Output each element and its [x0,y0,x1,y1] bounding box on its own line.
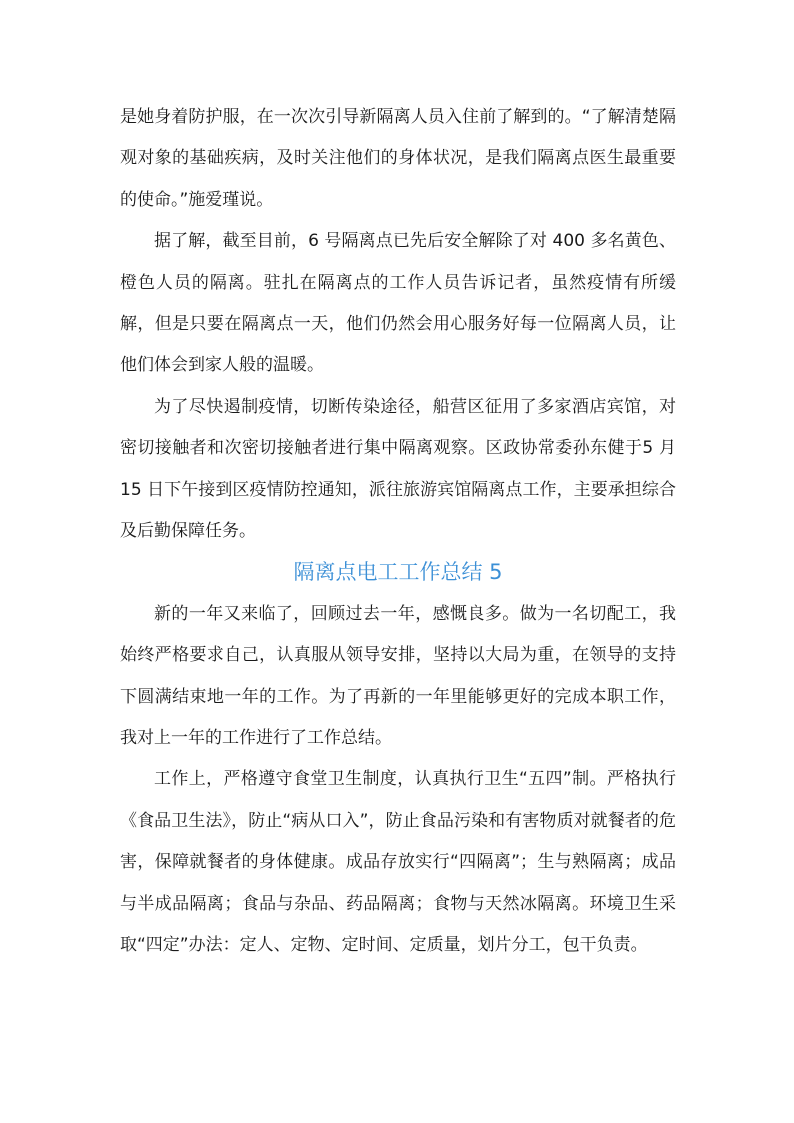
paragraph-continuation: 是她身着防护服，在一次次引导新隔离人员入住前了解到的。“了解清楚隔观对象的基础疾病，及时关注他们的身体状况，是我们隔离点医生最重要的使命。”施爱瑾说。 [120,107,676,210]
paragraph-release-stats: 据了解，截至目前，6 号隔离点已先后安全解除了对 400 多名黄色、橙色人员的隔离。驻扎在隔离点的工作人员告诉记者，虽然疫情有所缓解，但是只要在隔离点一天，他们仍然会用心服务好每一位隔离人员，让他们体会到家人般的温暖。 [120,231,676,376]
paragraph-year-review: 新的一年又来临了，回顾过去一年，感慨良多。做为一名切配工，我始终严格要求自己，认真服从领导安排，坚持以大局为重，在领导的支持下圆满结束地一年的工作。为了再新的一年里能够更好的完成本职工作，我对上一年的工作进行了工作总结。 [120,603,676,749]
paragraph-hygiene-rules: 工作上，严格遵守食堂卫生制度，认真执行卫生“五四”制。严格执行《食品卫生法》，防止“病从口入”，防止食品污染和有害物质对就餐者的危害，保障就餐者的身体健康。成品存放实行“四隔离”；生与熟隔离；成品与半成品隔离；食品与杂品、药品隔离；食物与天然冰隔离。环境卫生采取“四定”办法：定人、定物、定时间、定质量，划片分工，包干负责。 [120,769,676,956]
paragraph-quarantine-hotels: 为了尽快遏制疫情，切断传染途径，船营区征用了多家酒店宾馆，对密切接触者和次密切接触者进行集中隔离观察。区政协常委孙东健于5 月 15 日下午接到区疫情防控通知，派往旅游宾馆隔离点工作，主要承担综合及后勤保障任务。 [120,396,676,542]
section-heading: 隔离点电工工作总结 5 [293,560,503,585]
document-body [120,97,676,967]
